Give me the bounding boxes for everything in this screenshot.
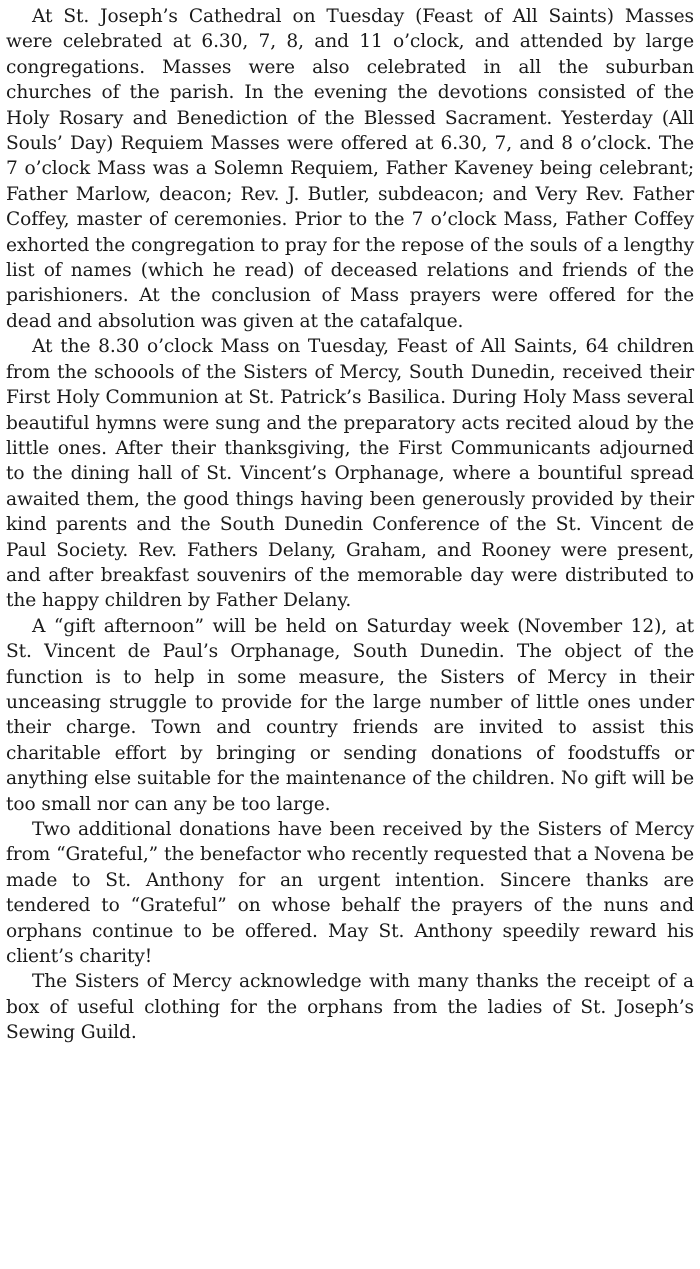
paragraph-donations: Two additional donations have been received by the Sisters of Mercy from “Grateful,” the benefactor who recently requested that a Novena be made to St. Anthony for an urgent intention. Sincere thanks are tendered to “Grateful” on whose behalf the prayers of the nuns and orphans continue to be offered. May St. Anthony speedily reward his client’s charity! <box>6 819 694 968</box>
paragraph-all-saints-masses: At St. Joseph’s Cathedral on Tuesday (Feast of All Saints) Masses were celebrated at 6.30, 7, 8, and 11 o’clock, and attended by large congregations. Masses were also celebrated in all the suburban churches of the parish. In the evening the devotions consisted of the Holy Rosary and Benediction of the Blessed Sacrament. Yesterday (All Souls’ Day) Requiem Masses were offered at 6.30, 7, and 8 o’clock. The 7 o’clock Mass was a Solemn Requiem, Father Kaveney being celebrant; Father Marlow, deacon; Rev. J. Butler, subdeacon; and Very Rev. Father Coffey, master of ceremonies. Prior to the 7 o’clock Mass, Father Coffey exhorted the congregation to pray for the repose of the souls of a lengthy list of names (which he read) of deceased relations and friends of the parishioners. At the conclusion of Mass prayers were offered for the dead and absolution was given at the catafalque. <box>6 6 694 332</box>
paragraph-first-communion: At the 8.30 o’clock Mass on Tuesday, Feast of All Saints, 64 children from the schoools of the Sisters of Mercy, South Dunedin, received their First Holy Communion at St. Patrick’s Basilica. During Holy Mass several beautiful hymns were sung and the preparatory acts recited aloud by the little ones. After their thanksgiving, the First Communicants adjourned to the dining hall of St. Vincent’s Orphanage, where a bountiful spread awaited them, the good things having been generously provided by their kind parents and the South Dunedin Conference of the St. Vincent de Paul Society. Rev. Fathers Delany, Graham, and Rooney were present, and after breakfast souvenirs of the memorable day were distributed to the happy children by Father Delany. <box>6 336 694 612</box>
paragraph-acknowledgement: The Sisters of Mercy acknowledge with many thanks the receipt of a box of useful clothing for the orphans from the ladies of St. Joseph’s Sewing Guild. <box>6 971 694 1044</box>
paragraph-gift-afternoon: A “gift afternoon” will be held on Saturday week (November 12), at St. Vincent de Paul’s Orphanage, South Dunedin. The object of the function is to help in some measure, the Sisters of Mercy in their unceasing struggle to provide for the large number of little ones under their charge. Town and country friends are invited to assist this charitable effort by bringing or sending donations of foodstuffs or anything else suitable for the maintenance of the children. No gift will be too small nor can any be too large. <box>6 615 694 815</box>
